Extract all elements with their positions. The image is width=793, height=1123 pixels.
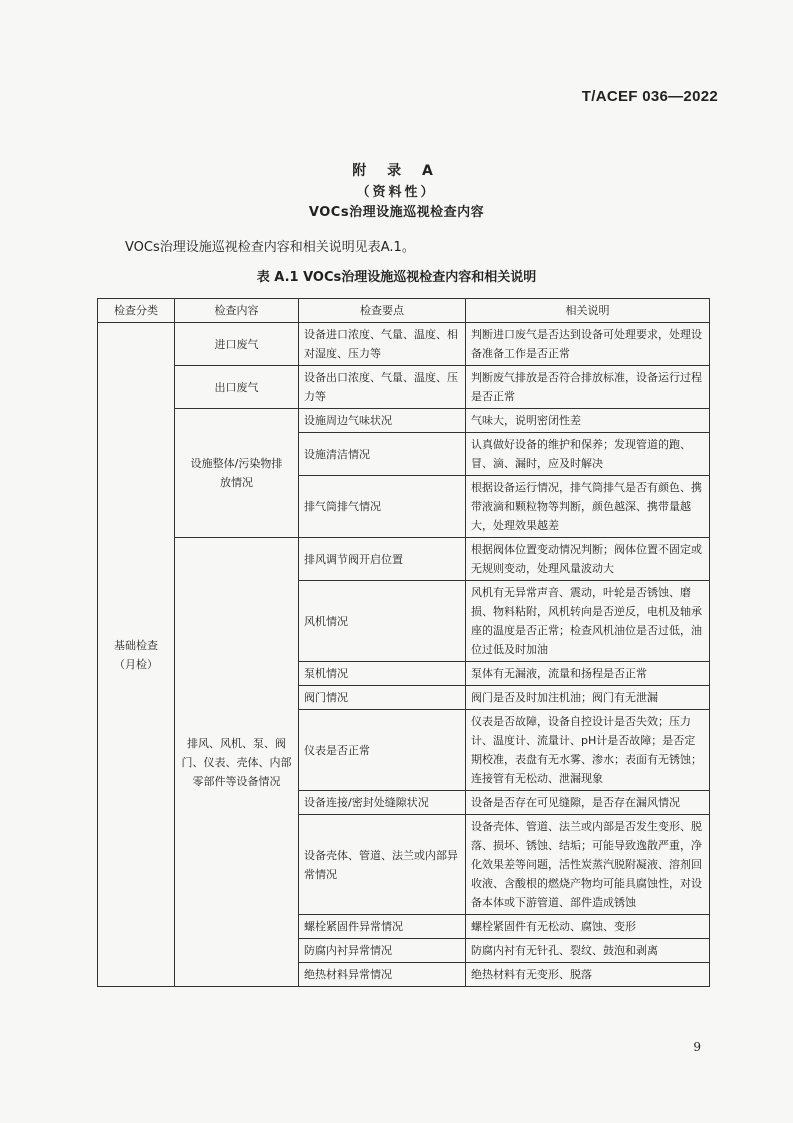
inspection-table xyxy=(97,298,710,987)
point-cell: 设备壳体、管道、法兰或内部异常情况 xyxy=(299,815,466,915)
point-cell: 排气筒排气情况 xyxy=(299,476,466,538)
header-point: 检查要点 xyxy=(299,299,466,323)
appendix-nature: （资料性） xyxy=(356,185,437,200)
header-category: 检查分类 xyxy=(98,299,175,323)
appendix-title: 附 录 A xyxy=(352,163,441,179)
point-cell: 设施周边气味状况 xyxy=(299,409,466,433)
note-cell: 认真做好设备的维护和保养；发现管道的跑、冒、滴、漏时，应及时解决 xyxy=(466,433,710,476)
note-cell: 设备是否存在可见缝隙，是否存在漏风情况 xyxy=(466,791,710,815)
table-row xyxy=(98,366,710,409)
table-row xyxy=(98,538,710,581)
note-cell: 根据设备运行情况，排气筒排气是否有颜色、携带液滴和颗粒物等判断，颜色越深、携带量越大，处理效果越差 xyxy=(466,476,710,538)
table-caption: 表 A.1 VOCs治理设施巡视检查内容和相关说明 xyxy=(256,270,537,285)
note-cell: 绝热材料有无变形、脱落 xyxy=(466,963,710,987)
table-header-row xyxy=(98,299,710,323)
table-row xyxy=(98,323,710,366)
point-cell: 排风调节阀开启位置 xyxy=(299,538,466,581)
point-cell: 泵机情况 xyxy=(299,662,466,686)
category-cell: 基础检查 （月检） xyxy=(98,323,175,987)
point-cell: 设备连接/密封处缝隙状况 xyxy=(299,791,466,815)
point-cell: 绝热材料异常情况 xyxy=(299,963,466,987)
note-cell: 气味大，说明密闭性差 xyxy=(466,409,710,433)
note-cell: 阀门是否及时加注机油；阀门有无泄漏 xyxy=(466,686,710,710)
group-cell: 进口废气 xyxy=(175,323,299,366)
point-cell: 设备出口浓度、气量、温度、压力等 xyxy=(299,366,466,409)
note-cell: 设备壳体、管道、法兰或内部是否发生变形、脱落、损坏、锈蚀、结垢；可能导致逸散严重，净化效果差等问题，活性炭蒸汽脱附凝液、溶剂回收液、含酸根的燃烧产物均可能具腐蚀性，对设备本体或下游管道、部件造成锈蚀 xyxy=(466,815,710,915)
table-row xyxy=(98,409,710,433)
group-cell: 排风、风机、泵、阀门、仪表、壳体、内部零部件等设备情况 xyxy=(175,538,299,987)
point-cell: 防腐内衬异常情况 xyxy=(299,939,466,963)
note-cell: 判断废气排放是否符合排放标准，设备运行过程是否正常 xyxy=(466,366,710,409)
note-cell: 仪表是否故障，设备自控设计是否失效；压力计、温度计、流量计、pH计是否故障；是否定期校准，表盘有无水雾、渗水；表面有无锈蚀；连接管有无松动、泄漏现象 xyxy=(466,710,710,791)
group-cell: 出口废气 xyxy=(175,366,299,409)
group-cell: 设施整体/污染物排放情况 xyxy=(175,409,299,538)
header-content: 检查内容 xyxy=(175,299,299,323)
header-note: 相关说明 xyxy=(466,299,710,323)
point-cell: 设施清洁情况 xyxy=(299,433,466,476)
page-number: 9 xyxy=(693,1040,701,1054)
note-cell: 判断进口废气是否达到设备可处理要求，处理设备准备工作是否正常 xyxy=(466,323,710,366)
appendix-subject: VOCs治理设施巡视检查内容 xyxy=(308,205,485,220)
document-code: T/ACEF 036—2022 xyxy=(581,88,718,105)
point-cell: 风机情况 xyxy=(299,581,466,662)
point-cell: 设备进口浓度、气量、温度、相对湿度、压力等 xyxy=(299,323,466,366)
point-cell: 阀门情况 xyxy=(299,686,466,710)
intro-paragraph: VOCs治理设施巡视检查内容和相关说明见表A.1。 xyxy=(125,240,415,255)
note-cell: 防腐内衬有无针孔、裂纹、鼓泡和剥离 xyxy=(466,939,710,963)
note-cell: 泵体有无漏液，流量和扬程是否正常 xyxy=(466,662,710,686)
point-cell: 仪表是否正常 xyxy=(299,710,466,791)
note-cell: 风机有无异常声音、震动，叶轮是否锈蚀、磨损、物料粘附，风机转向是否逆反，电机及轴承座的温度是否正常；检查风机油位是否过低，油位过低及时加油 xyxy=(466,581,710,662)
note-cell: 根据阀体位置变动情况判断；阀体位置不固定或无规则变动，处理风量波动大 xyxy=(466,538,710,581)
note-cell: 螺栓紧固件有无松动、腐蚀、变形 xyxy=(466,915,710,939)
point-cell: 螺栓紧固件异常情况 xyxy=(299,915,466,939)
